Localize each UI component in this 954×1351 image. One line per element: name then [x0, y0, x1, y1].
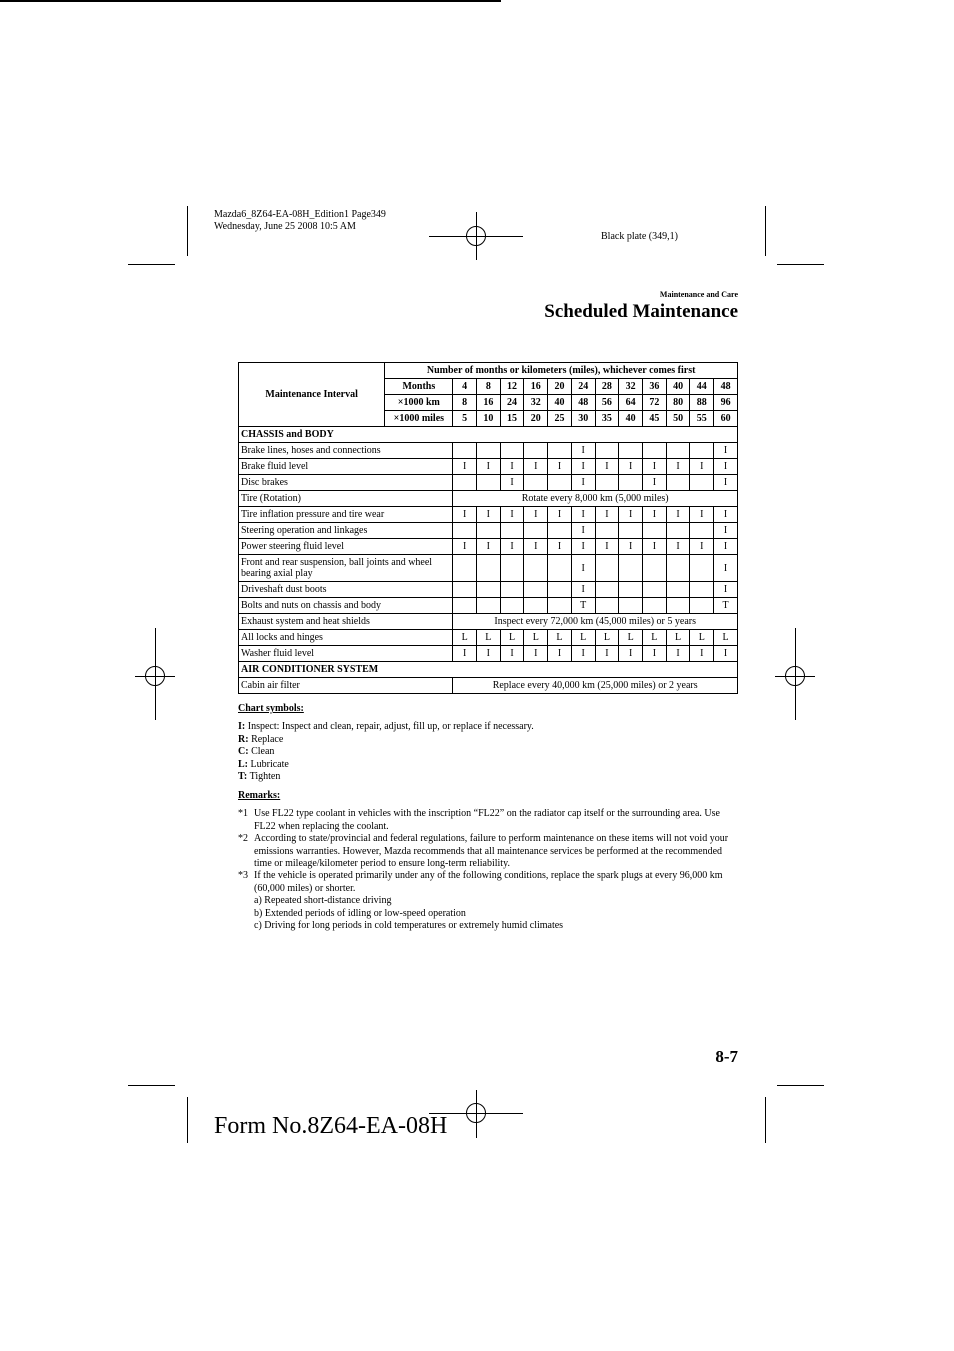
months-row-cell: 32 [619, 379, 643, 395]
interval-cell: I [476, 539, 500, 555]
interval-cell: T [714, 598, 738, 614]
interval-cell: I [619, 539, 643, 555]
interval-cell: I [571, 507, 595, 523]
table-row [239, 475, 738, 491]
remark-text: Use FL22 type coolant in vehicles with the inscription “FL22” on the radiator cap itself or the surrounding area. Use FL22 when replacing the coolant. [254, 808, 720, 832]
interval-cell [453, 523, 477, 539]
item-name: Cabin air filter [239, 678, 453, 694]
legend-item [238, 771, 738, 783]
table-row [239, 678, 738, 694]
remarks [238, 790, 733, 932]
interval-cell: I [453, 459, 477, 475]
interval-cell: I [476, 646, 500, 662]
interval-cell: I [571, 459, 595, 475]
miles-row-cell: 50 [666, 411, 690, 427]
interval-cell [524, 523, 548, 539]
interval-cell [524, 598, 548, 614]
remark-sub-item: c) Driving for long periods in cold temperatures or extremely humid climates [254, 920, 564, 932]
interval-cell: I [571, 582, 595, 598]
interval-cell [643, 443, 667, 459]
legend-symbol: I: [238, 721, 246, 733]
legend-text: Lubricate [248, 758, 289, 770]
legend-item [238, 746, 738, 758]
remark-sub-item: a) Repeated short-distance driving [254, 895, 392, 907]
interval-cell [500, 555, 524, 582]
section-label: Maintenance and Care [659, 290, 738, 299]
remark-number: *3 [238, 870, 248, 882]
interval-cell: I [714, 475, 738, 491]
interval-cell: I [476, 507, 500, 523]
interval-cell [595, 523, 619, 539]
interval-cell [453, 582, 477, 598]
chart-symbols-heading: Chart symbols: [238, 703, 304, 714]
miles-row-cell: 20 [524, 411, 548, 427]
table-row [239, 539, 738, 555]
interval-cell: I [500, 475, 524, 491]
interval-cell [548, 555, 572, 582]
interval-span-label: Number of months or kilometers (miles), whichever comes first [385, 363, 738, 379]
months-row-cell: 8 [476, 379, 500, 395]
km-row-cell: 24 [500, 395, 524, 411]
legend-symbol: C: [238, 746, 249, 758]
item-name: Disc brakes [239, 475, 453, 491]
months-row-cell: 12 [500, 379, 524, 395]
interval-cell [453, 598, 477, 614]
interval-cell: I [714, 539, 738, 555]
plate-label: Black plate (349,1) [601, 231, 678, 242]
page-number: 8-7 [715, 1047, 738, 1066]
interval-cell [643, 523, 667, 539]
interval-cell: I [571, 443, 595, 459]
interval-cell: I [714, 507, 738, 523]
interval-cell: L [595, 630, 619, 646]
interval-cell [500, 523, 524, 539]
interval-cell [666, 475, 690, 491]
interval-cell: I [643, 646, 667, 662]
interval-cell [619, 555, 643, 582]
remark-text: According to state/provincial and federal regulations, failure to perform maintenance on these items will not void your emissions warranties. However, Mazda recommends that all maintenance services be performed at the recommended time or mileage/kilometer period to ensure long-term reliability. [254, 833, 729, 870]
interval-cell: I [619, 459, 643, 475]
miles-row-cell: 30 [571, 411, 595, 427]
table-row [239, 459, 738, 475]
interval-cell: I [714, 555, 738, 582]
interval-cell [500, 443, 524, 459]
interval-cell [690, 523, 714, 539]
remark-item [238, 870, 733, 895]
ac-heading: AIR CONDITIONER SYSTEM [239, 662, 738, 678]
item-name: Exhaust system and heat shields [239, 614, 453, 630]
interval-cell: I [643, 475, 667, 491]
legend-text: Tighten [247, 771, 281, 783]
legend-symbol: L: [238, 758, 248, 770]
item-name: Steering operation and linkages [239, 523, 453, 539]
interval-cell: I [548, 459, 572, 475]
interval-cell [476, 555, 500, 582]
interval-cell: I [571, 555, 595, 582]
interval-cell: I [619, 507, 643, 523]
interval-cell: L [714, 630, 738, 646]
km-row-cell: 40 [548, 395, 572, 411]
miles-row-cell: 5 [453, 411, 477, 427]
interval-cell [619, 523, 643, 539]
interval-cell [500, 598, 524, 614]
interval-cell: I [643, 459, 667, 475]
item-name: Bolts and nuts on chassis and body [239, 598, 453, 614]
interval-cell: L [500, 630, 524, 646]
interval-cell: I [500, 539, 524, 555]
interval-cell: I [500, 459, 524, 475]
item-name: Tire (Rotation) [239, 491, 453, 507]
interval-cell: L [666, 630, 690, 646]
interval-cell [476, 523, 500, 539]
interval-cell: I [453, 507, 477, 523]
interval-cell: I [714, 523, 738, 539]
km-row-cell: 80 [666, 395, 690, 411]
months-row-cell: 40 [666, 379, 690, 395]
legend-text: Inspect: Inspect and clean, repair, adjust, fill up, or replace if necessary. [245, 721, 534, 733]
interval-cell: L [571, 630, 595, 646]
miles-row-cell: 40 [619, 411, 643, 427]
interval-cell: T [571, 598, 595, 614]
table-row [239, 598, 738, 614]
interval-cell [619, 582, 643, 598]
interval-cell: I [453, 539, 477, 555]
interval-cell: I [548, 539, 572, 555]
interval-cell: I [619, 646, 643, 662]
interval-cell [476, 443, 500, 459]
km-row-cell: 64 [619, 395, 643, 411]
interval-cell [524, 443, 548, 459]
table-row [239, 582, 738, 598]
interval-cell [643, 582, 667, 598]
item-name: Brake lines, hoses and connections [239, 443, 453, 459]
interval-cell [500, 582, 524, 598]
remarks-heading: Remarks: [238, 790, 281, 801]
miles-row-cell: 55 [690, 411, 714, 427]
km-row-cell: 88 [690, 395, 714, 411]
interval-cell: I [524, 507, 548, 523]
interval-cell: L [548, 630, 572, 646]
km-row-cell: 16 [476, 395, 500, 411]
remark-item [238, 808, 733, 833]
interval-cell: I [595, 459, 619, 475]
interval-cell: I [690, 646, 714, 662]
interval-cell [453, 475, 477, 491]
legend-item [238, 721, 738, 733]
interval-cell: I [643, 539, 667, 555]
interval-cell: I [571, 523, 595, 539]
miles-row-cell: 35 [595, 411, 619, 427]
interval-cell: L [453, 630, 477, 646]
interval-cell: I [714, 443, 738, 459]
interval-cell: I [524, 459, 548, 475]
interval-span: Replace every 40,000 km (25,000 miles) or 2 years [453, 678, 738, 694]
months-row-cell: 36 [643, 379, 667, 395]
interval-label: Maintenance Interval [239, 363, 385, 427]
interval-cell [524, 475, 548, 491]
interval-cell [619, 475, 643, 491]
interval-cell: I [714, 646, 738, 662]
legend-text: Replace [248, 733, 284, 745]
item-name: Tire inflation pressure and tire wear [239, 507, 453, 523]
print-meta-line1: Mazda6_8Z64-EA-08H_Edition1 Page349 [214, 209, 386, 220]
km-row-cell: 8 [453, 395, 477, 411]
months-row-cell: 16 [524, 379, 548, 395]
km-row-cell: 32 [524, 395, 548, 411]
interval-cell [666, 555, 690, 582]
interval-cell [548, 523, 572, 539]
table-row [239, 614, 738, 630]
interval-cell: I [666, 507, 690, 523]
months-row-cell: 48 [714, 379, 738, 395]
interval-cell [524, 555, 548, 582]
table-row [239, 443, 738, 459]
km-row-cell: 96 [714, 395, 738, 411]
legend-item [238, 759, 738, 771]
interval-cell: I [714, 459, 738, 475]
interval-cell [476, 475, 500, 491]
interval-cell: L [643, 630, 667, 646]
interval-cell [619, 598, 643, 614]
item-name: Power steering fluid level [239, 539, 453, 555]
interval-cell [595, 443, 619, 459]
interval-cell: I [643, 507, 667, 523]
page-title: Scheduled Maintenance [544, 301, 738, 322]
interval-cell: I [690, 539, 714, 555]
table-row [239, 491, 738, 507]
interval-cell: I [595, 646, 619, 662]
print-meta-line2: Wednesday, June 25 2008 10:5 AM [214, 221, 356, 232]
maintenance-table [238, 362, 738, 694]
interval-cell [595, 475, 619, 491]
interval-cell: I [690, 459, 714, 475]
item-name: Driveshaft dust boots [239, 582, 453, 598]
months-row-cell: 28 [595, 379, 619, 395]
miles-row-cell: 15 [500, 411, 524, 427]
interval-cell [476, 598, 500, 614]
interval-cell [453, 555, 477, 582]
remark-sub-item: b) Extended periods of idling or low-speed operation [254, 907, 466, 919]
table-row [239, 630, 738, 646]
remark-number: *1 [238, 808, 248, 820]
item-name: All locks and hinges [239, 630, 453, 646]
months-row-label: Months [385, 379, 453, 395]
interval-span: Inspect every 72,000 km (45,000 miles) or 5 years [453, 614, 738, 630]
interval-cell [453, 443, 477, 459]
interval-cell [690, 443, 714, 459]
chart-symbols [238, 703, 738, 783]
km-row-label: ×1000 km [385, 395, 453, 411]
interval-cell: I [571, 539, 595, 555]
interval-cell: L [619, 630, 643, 646]
item-name: Brake fluid level [239, 459, 453, 475]
interval-cell: L [476, 630, 500, 646]
interval-cell: I [595, 507, 619, 523]
interval-cell: I [524, 539, 548, 555]
legend-symbol: T: [238, 771, 248, 783]
miles-row-label: ×1000 miles [385, 411, 453, 427]
interval-span: Rotate every 8,000 km (5,000 miles) [453, 491, 738, 507]
interval-cell: I [571, 646, 595, 662]
interval-cell [548, 475, 572, 491]
interval-cell: I [453, 646, 477, 662]
miles-row-cell: 45 [643, 411, 667, 427]
interval-cell [476, 582, 500, 598]
km-row-cell: 48 [571, 395, 595, 411]
interval-cell [690, 582, 714, 598]
remark-item [238, 833, 733, 870]
interval-cell: I [548, 646, 572, 662]
interval-cell: I [476, 459, 500, 475]
interval-cell [548, 582, 572, 598]
interval-cell [619, 443, 643, 459]
form-number: Form No.8Z64-EA-08H [214, 1113, 448, 1139]
months-row-cell: 20 [548, 379, 572, 395]
table-row [239, 507, 738, 523]
interval-cell: I [571, 475, 595, 491]
table-row [239, 646, 738, 662]
item-name: Washer fluid level [239, 646, 453, 662]
legend-symbol: R: [238, 733, 249, 745]
interval-cell [524, 582, 548, 598]
interval-cell [666, 582, 690, 598]
interval-cell: L [690, 630, 714, 646]
legend-item [238, 734, 738, 746]
interval-cell [690, 555, 714, 582]
interval-cell: I [666, 646, 690, 662]
legend-text: Clean [248, 746, 275, 758]
interval-cell: I [714, 582, 738, 598]
interval-cell [690, 475, 714, 491]
interval-cell: L [524, 630, 548, 646]
interval-cell: I [595, 539, 619, 555]
table-row [239, 523, 738, 539]
interval-cell: I [666, 539, 690, 555]
miles-row-cell: 10 [476, 411, 500, 427]
table-row [239, 555, 738, 582]
interval-cell [595, 555, 619, 582]
miles-row-cell: 60 [714, 411, 738, 427]
interval-cell [643, 598, 667, 614]
interval-cell [595, 582, 619, 598]
months-row-cell: 24 [571, 379, 595, 395]
print-meta [214, 209, 386, 233]
interval-cell: I [548, 507, 572, 523]
title-rule [0, 0, 501, 2]
interval-cell [595, 598, 619, 614]
interval-cell [643, 555, 667, 582]
interval-cell: I [500, 507, 524, 523]
interval-cell: I [524, 646, 548, 662]
interval-cell [666, 443, 690, 459]
interval-cell [666, 598, 690, 614]
months-row-cell: 4 [453, 379, 477, 395]
interval-cell [666, 523, 690, 539]
remark-number: *2 [238, 833, 248, 845]
interval-cell: I [666, 459, 690, 475]
chassis-heading: CHASSIS and BODY [239, 427, 738, 443]
months-row-cell: 44 [690, 379, 714, 395]
interval-cell [690, 598, 714, 614]
miles-row-cell: 25 [548, 411, 572, 427]
interval-cell: I [500, 646, 524, 662]
item-name: Front and rear suspension, ball joints and wheel bearing axial play [239, 555, 453, 582]
km-row-cell: 56 [595, 395, 619, 411]
interval-cell [548, 443, 572, 459]
km-row-cell: 72 [643, 395, 667, 411]
interval-cell: I [690, 507, 714, 523]
remark-text: If the vehicle is operated primarily under any of the following conditions, replace the spark plugs at every 96,000 km (60,000 miles) or shorter. [254, 870, 723, 894]
interval-cell [548, 598, 572, 614]
